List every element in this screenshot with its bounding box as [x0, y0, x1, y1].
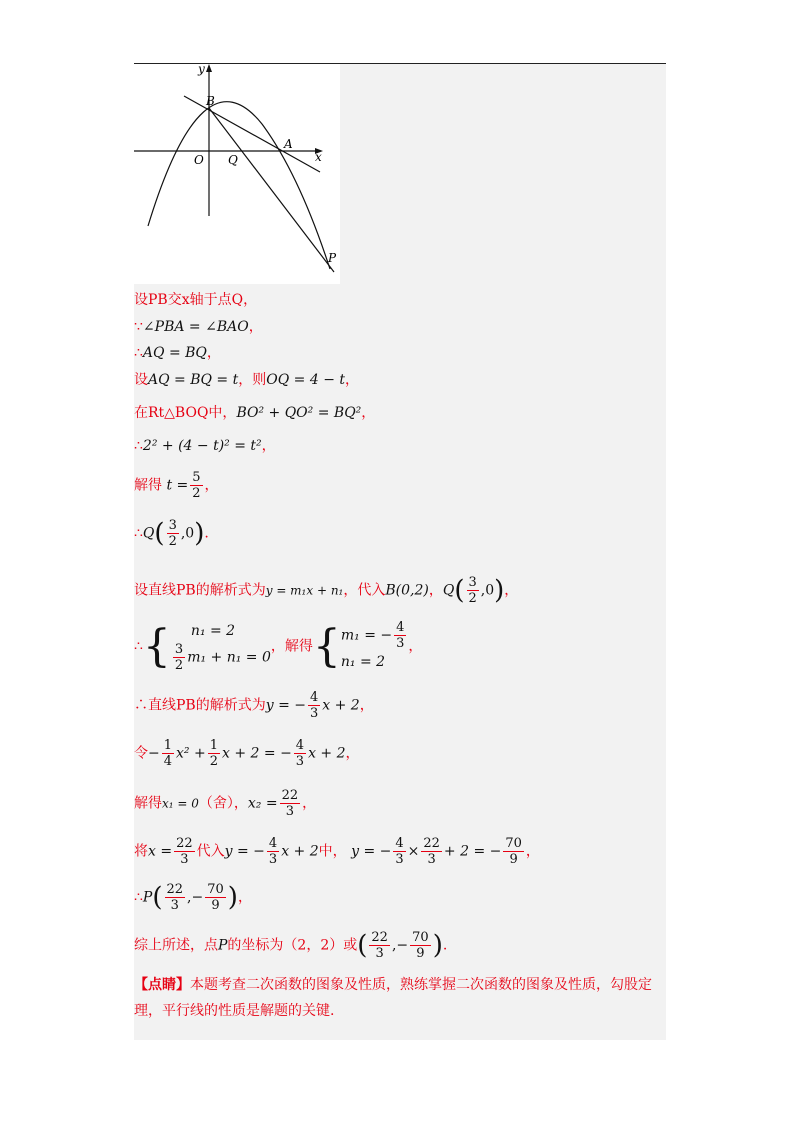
denominator: 9	[509, 852, 518, 867]
sol-2: n₁ = 2	[340, 654, 386, 670]
label-x: x	[315, 150, 322, 164]
numerator: 4	[395, 836, 404, 851]
numerator: 22	[371, 930, 388, 945]
fraction	[393, 836, 405, 867]
punct-l7: ，	[204, 477, 219, 494]
denominator: 3	[427, 852, 436, 867]
punct-l16: .	[442, 937, 448, 954]
denominator: 3	[310, 706, 319, 721]
fraction	[208, 738, 220, 769]
point-p: P	[218, 937, 228, 954]
line-2	[134, 317, 263, 337]
line-14	[134, 836, 540, 867]
left-paren: (	[454, 575, 465, 606]
numerator: 70	[207, 882, 224, 897]
denominator: 9	[211, 898, 220, 913]
punct-l5: ，	[361, 405, 376, 421]
label-a: A	[284, 137, 293, 151]
fraction	[369, 930, 390, 961]
label-y: y	[198, 64, 205, 76]
fraction	[308, 690, 320, 721]
line-bp	[209, 108, 334, 272]
numerator: 1	[209, 738, 218, 753]
left-brace: {	[142, 620, 171, 672]
coord-sep: ,−	[391, 937, 409, 954]
fraction	[503, 836, 524, 867]
numerator: 22	[176, 836, 193, 851]
right-paren: )	[227, 882, 238, 913]
denominator: 2	[468, 591, 477, 606]
text-l11a: ∴直线PB的解析式为	[134, 697, 266, 714]
left-paren: (	[152, 882, 163, 913]
therefore-symbol: ∴	[134, 638, 143, 655]
text-l14c: 代入	[196, 843, 225, 860]
line-15	[134, 882, 252, 913]
math-l3: AQ = BQ	[142, 345, 207, 361]
numerator: 4	[396, 620, 405, 635]
line-16	[134, 930, 447, 961]
math-l12c: x² +	[176, 745, 206, 762]
fraction	[280, 788, 301, 819]
fraction	[421, 836, 442, 867]
punct-l13: ，	[302, 795, 317, 812]
punct-l10: ，	[408, 638, 423, 655]
label-o: O	[194, 153, 204, 167]
eq-2: m₁ + n₁ = 0	[187, 649, 271, 666]
parabola-graph	[134, 64, 340, 284]
numerator: 4	[295, 738, 305, 753]
punct-l15: ，	[237, 889, 252, 906]
fraction	[190, 470, 202, 501]
numerator: 22	[166, 882, 184, 897]
coord-tail: ,0	[180, 525, 195, 542]
numerator: 1	[163, 738, 173, 753]
fraction	[167, 518, 179, 549]
math-l14i: + 2 = −	[443, 843, 502, 860]
line-7	[134, 470, 219, 501]
math-l13d: x₂ =	[247, 795, 278, 812]
math-l13b: x₁ = 0	[162, 796, 199, 811]
solution-row-1	[341, 620, 409, 651]
note-tag: 【点睛】	[134, 977, 190, 993]
fraction	[162, 738, 174, 769]
math-l4d: OQ = 4 − t	[266, 372, 345, 388]
math-l12b: −	[148, 745, 160, 762]
text-l5a: 在Rt△BOQ中，	[134, 405, 237, 421]
punct-l3: ，	[206, 345, 221, 361]
line-13	[134, 788, 316, 819]
numerator: 22	[423, 836, 440, 851]
label-b: B	[206, 94, 215, 108]
fraction	[173, 642, 185, 673]
text-l4c: ，则	[238, 372, 267, 388]
right-paren: )	[194, 518, 205, 549]
left-paren: (	[154, 518, 165, 549]
label-p: P	[328, 251, 337, 265]
math-l11c: x + 2	[322, 697, 360, 714]
text-l13c: （舍），	[198, 795, 248, 812]
numerator: 3	[174, 642, 184, 657]
text-l12a: 令	[134, 745, 148, 762]
denominator: 4	[163, 754, 173, 769]
numerator: 70	[412, 930, 429, 945]
denominator: 2	[192, 486, 201, 501]
system-row-2	[171, 642, 271, 673]
line-8	[134, 518, 209, 549]
fraction	[294, 738, 306, 769]
because-symbol: ∵	[134, 319, 143, 335]
denominator: 3	[396, 636, 405, 651]
text-l14f: 中，	[318, 843, 347, 860]
solution-row-2	[341, 651, 409, 673]
denominator: 2	[174, 658, 184, 673]
denominator: 3	[295, 754, 305, 769]
therefore-symbol: ∴	[134, 345, 143, 361]
math-l14e: x + 2	[281, 843, 319, 860]
denominator: 3	[268, 852, 278, 867]
fraction	[205, 882, 226, 913]
line-11	[134, 690, 374, 721]
punct-l2: ，	[248, 319, 263, 335]
denominator: 3	[180, 852, 189, 867]
line-ba	[184, 96, 320, 172]
line-12	[134, 738, 360, 769]
punct-l8: .	[204, 525, 209, 542]
math-l5b: BO² + QO² = BQ²	[236, 405, 362, 421]
right-paren: )	[432, 930, 443, 961]
denominator: 3	[375, 946, 384, 961]
text-l14a: 将	[134, 843, 148, 860]
punct-l6: ，	[261, 438, 276, 454]
therefore-symbol: ∴	[134, 525, 143, 542]
denominator: 3	[395, 852, 404, 867]
line-10	[134, 620, 422, 673]
math-l14b: x =	[148, 843, 173, 860]
punct-l14: ，	[525, 843, 540, 860]
punct-l9: ，	[504, 582, 519, 599]
line-1	[134, 290, 257, 310]
fraction	[267, 836, 279, 867]
punct-l11: ，	[359, 697, 374, 714]
text-l13a: 解得	[134, 795, 162, 812]
text-l7a: 解得	[134, 477, 162, 494]
text-l1: 设PB交x轴于点Q，	[134, 292, 258, 308]
text-l16a: 综上所述，点	[134, 937, 218, 954]
math-l4b: AQ = BQ = t	[148, 372, 239, 388]
numerator: 4	[268, 836, 278, 851]
text-solve: ，解得	[270, 638, 313, 655]
times-symbol: ×	[407, 843, 420, 860]
graph-figure	[134, 64, 340, 284]
sol-1: m₁ = −	[340, 627, 393, 644]
math-l7b: t =	[166, 477, 189, 494]
denominator: 3	[285, 804, 295, 819]
text-l4a: 设	[134, 372, 148, 388]
point-q: Q	[442, 582, 455, 599]
line-4	[134, 370, 359, 390]
note-text: 本题考查二次函数的图象及性质，熟练掌握二次函数的图象及性质，勾股定理，平行线的性质是解题的关键.	[134, 977, 652, 1019]
text-l9c: ，代入	[343, 582, 386, 599]
solution-system	[341, 620, 409, 673]
label-q: Q	[228, 153, 238, 167]
point-b: B(0,2)	[385, 582, 429, 599]
math-l11b: y = −	[265, 697, 306, 714]
left-brace: {	[312, 620, 341, 672]
numerator: 22	[281, 788, 299, 803]
numerator: 3	[468, 575, 477, 590]
y-axis-arrow	[206, 64, 212, 72]
left-paren: (	[357, 930, 368, 961]
denominator: 2	[209, 754, 218, 769]
therefore-symbol: ∴	[134, 438, 143, 454]
coord-tail: ,0	[480, 582, 495, 599]
right-paren: )	[494, 575, 505, 606]
equation-system	[171, 620, 271, 673]
numerator: 4	[310, 690, 319, 705]
math-l14g: y = −	[351, 843, 392, 860]
denominator: 3	[170, 898, 179, 913]
punct-l9e: ，	[428, 582, 443, 599]
fraction	[467, 575, 479, 606]
numerator: 70	[505, 836, 522, 851]
numerator: 5	[192, 470, 201, 485]
math-l6: 2² + (4 − t)² = t²	[142, 438, 262, 454]
coord-sep: ,−	[187, 889, 204, 906]
math-l12f: x + 2	[308, 745, 346, 762]
text-l16b: 的坐标为（2，2）或	[227, 937, 358, 954]
line-6	[134, 436, 276, 456]
fraction	[394, 620, 406, 651]
math-l2: ∠PBA = ∠BAO	[142, 319, 249, 335]
punct-l12: ，	[345, 745, 360, 762]
line-3	[134, 343, 221, 363]
system-row-1	[171, 620, 271, 642]
key-point-note	[134, 972, 666, 1024]
point-p: P	[142, 889, 153, 906]
line-9	[134, 575, 518, 606]
denominator: 2	[168, 534, 177, 549]
line-5	[134, 403, 375, 423]
punct-l4: ，	[345, 372, 359, 388]
therefore-symbol: ∴	[134, 889, 143, 906]
eq-1: n₁ = 2	[190, 623, 236, 639]
fraction	[174, 836, 195, 867]
point-q: Q	[142, 525, 155, 542]
numerator: 3	[168, 518, 177, 533]
text-l9a: 设直线PB的解析式为	[134, 582, 266, 599]
math-l9b: y = m₁x + n₁	[265, 583, 344, 598]
math-l12e: x + 2 = −	[222, 745, 292, 762]
denominator: 9	[416, 946, 425, 961]
math-l14d: y = −	[224, 843, 265, 860]
fraction	[165, 882, 186, 913]
fraction	[410, 930, 431, 961]
